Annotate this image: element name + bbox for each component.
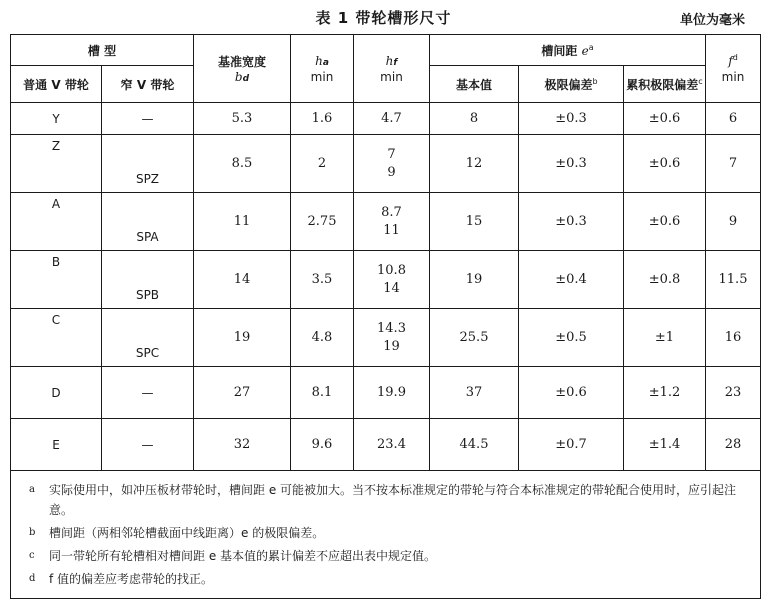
title-bar	[0, 0, 767, 34]
note-c	[29, 546, 752, 566]
limit-deviation-note-ref: b	[592, 76, 598, 86]
cell-hf-value-1: 8.7	[381, 204, 402, 220]
cell-ha: 1.6	[291, 103, 354, 135]
note-mark: d	[29, 573, 36, 584]
notes-cell	[11, 471, 761, 599]
cell-e: 12	[430, 135, 519, 193]
col-header-narrow-v: 窄 V 带轮	[102, 66, 194, 103]
cell-e-cum: ±0.6	[624, 193, 706, 251]
col-header-groove-spacing	[430, 35, 706, 66]
cell-f: 7	[706, 135, 761, 193]
cell-hf-value-1: 14.3	[377, 320, 406, 336]
cell-bd: 5.3	[194, 103, 291, 135]
cell-hf-value-2: 14	[383, 280, 400, 296]
header-row-top	[11, 35, 761, 66]
cell-e-dev: ±0.7	[519, 419, 624, 471]
cell-e-dev: ±0.3	[519, 103, 624, 135]
cumulative-deviation-label: 累积极限偏差	[626, 77, 699, 92]
cell-hf-value-2: 11	[383, 222, 400, 238]
notes-row	[11, 471, 761, 599]
f-min-label: min	[721, 70, 745, 84]
note-mark: a	[29, 484, 35, 495]
cell-ha: 2	[291, 135, 354, 193]
cell-e-cum: ±0.8	[624, 251, 706, 309]
datum-width-subscript: d	[242, 74, 250, 84]
cell-bd: 19	[194, 309, 291, 367]
cell-bd: 8.5	[194, 135, 291, 193]
cell-ha: 2.75	[291, 193, 354, 251]
cell-ha: 9.6	[291, 419, 354, 471]
cell-e-dev: ±0.5	[519, 309, 624, 367]
cell-e-cum: ±1	[624, 309, 706, 367]
cell-e: 25.5	[430, 309, 519, 367]
cell-e-cum: ±0.6	[624, 103, 706, 135]
cell-hf	[354, 135, 430, 193]
cell-hf	[354, 309, 430, 367]
cell-e-dev: ±0.6	[519, 367, 624, 419]
col-header-groove-type: 槽 型	[11, 35, 194, 66]
note-text: 同一带轮所有轮槽相对槽间距 e 基本值的累计偏差不应超出表中规定值。	[49, 549, 437, 563]
col-header-f	[706, 35, 761, 103]
datum-width-label: 基准宽度	[217, 55, 266, 69]
col-header-hf	[354, 35, 430, 103]
cell-classic: A	[11, 193, 102, 251]
table-row-e	[11, 419, 761, 471]
note-text: 实际使用中，如冲压板材带轮时，槽间距 e 可能被加大。当不按本标准规定的带轮与符合本标准规定的带轮配合使用时，应引起注意。	[49, 483, 737, 517]
hf-symbol: h	[385, 53, 394, 68]
note-a	[29, 480, 752, 520]
cell-narrow: SPZ	[102, 135, 194, 193]
cell-classic: B	[11, 251, 102, 309]
cell-ha: 3.5	[291, 251, 354, 309]
cell-e-dev: ±0.4	[519, 251, 624, 309]
cell-e: 44.5	[430, 419, 519, 471]
datum-width-symbol: b	[234, 70, 243, 84]
cell-narrow: —	[102, 103, 194, 135]
cell-classic: D	[11, 367, 102, 419]
note-text: f 值的偏差应考虑带轮的找正。	[49, 572, 214, 586]
cell-hf: 19.9	[354, 367, 430, 419]
cell-bd: 11	[194, 193, 291, 251]
cell-e-cum: ±1.4	[624, 419, 706, 471]
cell-hf-value-1: 10.8	[377, 262, 406, 278]
cell-ha: 4.8	[291, 309, 354, 367]
cell-e: 37	[430, 367, 519, 419]
cell-f: 11.5	[706, 251, 761, 309]
cell-e: 8	[430, 103, 519, 135]
cell-f: 6	[706, 103, 761, 135]
cell-hf-value-2: 9	[387, 164, 396, 180]
cell-f: 28	[706, 419, 761, 471]
cell-e-dev: ±0.3	[519, 135, 624, 193]
cell-e: 15	[430, 193, 519, 251]
cell-hf: 4.7	[354, 103, 430, 135]
note-mark: b	[29, 527, 36, 538]
groove-dimension-table	[10, 34, 761, 599]
hf-min-label: min	[380, 69, 403, 84]
cell-e-cum: ±1.2	[624, 367, 706, 419]
cell-classic: C	[11, 309, 102, 367]
cell-narrow: SPC	[102, 309, 194, 367]
groove-spacing-note-ref: a	[588, 42, 594, 52]
cell-narrow: —	[102, 367, 194, 419]
cell-classic: Y	[11, 103, 102, 135]
hf-subscript: f	[393, 57, 398, 68]
cell-ha: 8.1	[291, 367, 354, 419]
table-row-d	[11, 367, 761, 419]
cell-e-cum: ±0.6	[624, 135, 706, 193]
col-header-limit-deviation	[519, 66, 624, 103]
cell-bd: 14	[194, 251, 291, 309]
table-row-a	[11, 193, 761, 251]
cell-hf-value-1: 7	[387, 146, 396, 162]
col-header-datum-width	[194, 35, 291, 103]
groove-spacing-label: 槽间距	[541, 43, 582, 58]
note-b	[29, 523, 752, 543]
groove-spacing-symbol: e	[581, 43, 589, 58]
f-symbol: f	[728, 54, 733, 68]
cell-f: 16	[706, 309, 761, 367]
cell-hf	[354, 193, 430, 251]
ha-symbol: h	[315, 53, 323, 68]
ha-subscript: a	[322, 57, 329, 68]
col-header-basic-value: 基本值	[430, 66, 519, 103]
cell-narrow: SPA	[102, 193, 194, 251]
cell-classic: Z	[11, 135, 102, 193]
f-note-ref: d	[732, 53, 738, 62]
cell-f: 9	[706, 193, 761, 251]
table-row-b	[11, 251, 761, 309]
cell-bd: 32	[194, 419, 291, 471]
cell-classic: E	[11, 419, 102, 471]
cell-narrow: —	[102, 419, 194, 471]
table-row-z	[11, 135, 761, 193]
cell-hf: 23.4	[354, 419, 430, 471]
cell-hf-value-2: 19	[383, 338, 400, 354]
note-mark: c	[29, 550, 35, 561]
limit-deviation-label: 极限偏差	[544, 77, 593, 92]
table-title: 表 1 带轮槽形尺寸	[315, 9, 452, 27]
col-header-ha	[291, 35, 354, 103]
cell-hf	[354, 251, 430, 309]
unit-label: 单位为毫米	[679, 13, 745, 28]
col-header-classic-v: 普通 V 带轮	[11, 66, 102, 103]
cell-narrow: SPB	[102, 251, 194, 309]
cell-e: 19	[430, 251, 519, 309]
note-text: 槽间距（两相邻轮槽截面中线距离）e 的极限偏差。	[49, 526, 325, 540]
col-header-cumulative-deviation	[624, 66, 706, 103]
note-d	[29, 569, 752, 589]
cumulative-deviation-note-ref: c	[698, 76, 703, 86]
cell-bd: 27	[194, 367, 291, 419]
cell-f: 23	[706, 367, 761, 419]
table-row-y	[11, 103, 761, 135]
cell-e-dev: ±0.3	[519, 193, 624, 251]
ha-min-label: min	[310, 69, 334, 84]
table-row-c	[11, 309, 761, 367]
